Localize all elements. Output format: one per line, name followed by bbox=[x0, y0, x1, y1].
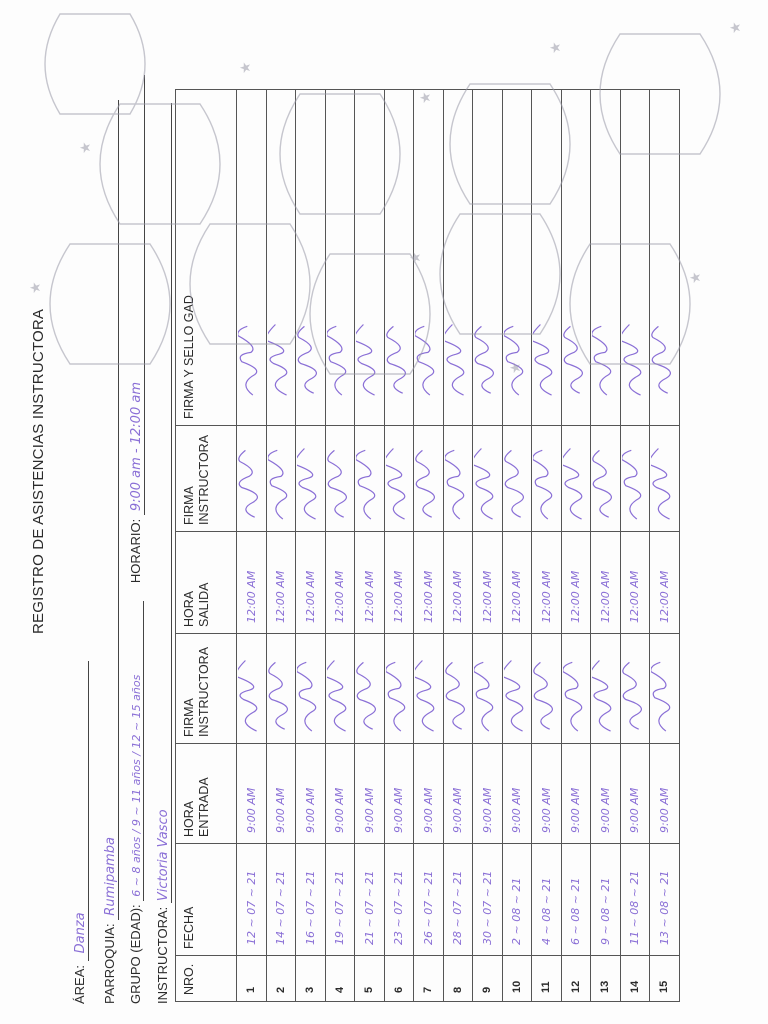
row-fecha: 23 ~ 07 ~ 21 bbox=[384, 844, 414, 956]
row-nro: 13 bbox=[591, 956, 621, 1002]
row-firma-instructora-1 bbox=[443, 634, 473, 744]
row-hora-salida: 12:00 AM bbox=[532, 532, 562, 634]
row-nro: 4 bbox=[325, 956, 355, 1002]
row-firma-instructora-1 bbox=[561, 634, 591, 744]
row-nro: 1 bbox=[237, 956, 267, 1002]
row-nro: 12 bbox=[561, 956, 591, 1002]
row-fecha: 9 ~ 08 ~ 21 bbox=[591, 844, 621, 956]
row-fecha: 4 ~ 08 ~ 21 bbox=[532, 844, 562, 956]
parroquia-value: Rumipamba bbox=[103, 837, 118, 916]
row-hora-salida: 12:00 AM bbox=[266, 532, 296, 634]
row-fecha: 11 ~ 08 ~ 21 bbox=[620, 844, 650, 956]
row-hora-entrada: 9:00 AM bbox=[384, 744, 414, 844]
row-nro: 5 bbox=[355, 956, 385, 1002]
row-nro: 14 bbox=[620, 956, 650, 1002]
svg-text:★: ★ bbox=[688, 271, 704, 284]
row-hora-entrada: 9:00 AM bbox=[532, 744, 562, 844]
row-firma-instructora-2 bbox=[443, 426, 473, 532]
row-firma-instructora-2 bbox=[561, 426, 591, 532]
row-firma-instructora-1 bbox=[237, 634, 267, 744]
row-fecha: 21 ~ 07 ~ 21 bbox=[355, 844, 385, 956]
header-fecha: FECHA bbox=[176, 844, 237, 956]
row-hora-entrada: 9:00 AM bbox=[325, 744, 355, 844]
row-fecha: 6 ~ 08 ~ 21 bbox=[561, 844, 591, 956]
row-firma-instructora-2 bbox=[325, 426, 355, 532]
row-hora-entrada: 9:00 AM bbox=[296, 744, 326, 844]
header-firma-sello-gad: FIRMA Y SELLO GAD bbox=[176, 90, 237, 426]
row-hora-salida: 12:00 AM bbox=[591, 532, 621, 634]
row-hora-salida: 12:00 AM bbox=[473, 532, 503, 634]
row-firma-instructora-1 bbox=[296, 634, 326, 744]
row-firma-instructora-2 bbox=[650, 426, 680, 532]
row-firma-instructora-1 bbox=[355, 634, 385, 744]
row-hora-salida: 12:00 AM bbox=[443, 532, 473, 634]
row-firma-instructora-2 bbox=[532, 426, 562, 532]
row-hora-salida: 12:00 AM bbox=[414, 532, 444, 634]
horario-value: 9:00 am - 12:00 am bbox=[129, 382, 144, 512]
svg-text:★: ★ bbox=[408, 251, 424, 264]
header-hora-entrada: HORA ENTRADA bbox=[176, 744, 237, 844]
area-label: ÁREA: bbox=[72, 964, 87, 1004]
header-nro: NRO. bbox=[176, 956, 237, 1002]
row-firma-instructora-1 bbox=[384, 634, 414, 744]
row-firma-instructora-2 bbox=[591, 426, 621, 532]
header-firma-instructora-1: FIRMA INSTRUCTORA bbox=[176, 634, 237, 744]
grupo-label: GRUPO (EDAD): bbox=[128, 904, 143, 1004]
row-hora-salida: 12:00 AM bbox=[325, 532, 355, 634]
row-hora-salida: 12:00 AM bbox=[650, 532, 680, 634]
row-fecha: 28 ~ 07 ~ 21 bbox=[443, 844, 473, 956]
row-hora-salida: 12:00 AM bbox=[355, 532, 385, 634]
row-hora-entrada: 9:00 AM bbox=[443, 744, 473, 844]
row-hora-entrada: 9:00 AM bbox=[473, 744, 503, 844]
row-fecha: 2 ~ 08 ~ 21 bbox=[502, 844, 532, 956]
row-fecha: 19 ~ 07 ~ 21 bbox=[325, 844, 355, 956]
row-firma-instructora-2 bbox=[620, 426, 650, 532]
row-firma-instructora-1 bbox=[650, 634, 680, 744]
row-nro: 3 bbox=[296, 956, 326, 1002]
row-fecha: 16 ~ 07 ~ 21 bbox=[296, 844, 326, 956]
row-hora-entrada: 9:00 AM bbox=[591, 744, 621, 844]
row-firma-instructora-1 bbox=[473, 634, 503, 744]
svg-text:★: ★ bbox=[548, 41, 564, 54]
row-firma-instructora-1 bbox=[266, 634, 296, 744]
row-firma-instructora-2 bbox=[266, 426, 296, 532]
row-firma-instructora-1 bbox=[620, 634, 650, 744]
row-firma-instructora-1 bbox=[591, 634, 621, 744]
row-nro: 10 bbox=[502, 956, 532, 1002]
row-nro: 7 bbox=[414, 956, 444, 1002]
header-firma-instructora-2: FIRMA INSTRUCTORA bbox=[176, 426, 237, 532]
row-firma-instructora-2 bbox=[237, 426, 267, 532]
row-hora-salida: 12:00 AM bbox=[296, 532, 326, 634]
row-hora-entrada: 9:00 AM bbox=[355, 744, 385, 844]
svg-text:★: ★ bbox=[78, 141, 94, 154]
row-nro: 2 bbox=[266, 956, 296, 1002]
row-firma-instructora-2 bbox=[355, 426, 385, 532]
svg-text:★: ★ bbox=[508, 361, 524, 374]
row-hora-salida: 12:00 AM bbox=[561, 532, 591, 634]
row-firma-instructora-2 bbox=[384, 426, 414, 532]
row-hora-entrada: 9:00 AM bbox=[237, 744, 267, 844]
row-fecha: 13 ~ 08 ~ 21 bbox=[650, 844, 680, 956]
gad-stamps-overlay bbox=[0, 0, 768, 404]
instructora-value: Victoria Vasco bbox=[156, 809, 171, 902]
svg-text:★: ★ bbox=[728, 21, 744, 34]
row-hora-entrada: 9:00 AM bbox=[502, 744, 532, 844]
row-fecha: 14 ~ 07 ~ 21 bbox=[266, 844, 296, 956]
svg-text:★: ★ bbox=[28, 281, 44, 294]
row-firma-instructora-1 bbox=[414, 634, 444, 744]
row-firma-instructora-2 bbox=[414, 426, 444, 532]
header-hora-salida: HORA SALIDA bbox=[176, 532, 237, 634]
row-hora-entrada: 9:00 AM bbox=[266, 744, 296, 844]
row-hora-entrada: 9:00 AM bbox=[561, 744, 591, 844]
parroquia-label: PARROQUIA: bbox=[102, 923, 117, 1004]
horario-label: HORARIO: bbox=[128, 518, 143, 584]
row-firma-instructora-1 bbox=[502, 634, 532, 744]
instructora-label: INSTRUCTORA: bbox=[155, 906, 170, 1004]
row-firma-instructora-2 bbox=[502, 426, 532, 532]
svg-text:★: ★ bbox=[418, 91, 434, 104]
form-title: REGISTRO DE ASISTENCIAS INSTRUCTORA bbox=[30, 308, 47, 634]
row-hora-entrada: 9:00 AM bbox=[620, 744, 650, 844]
grupo-value: 6 ~ 8 años / 9 ~ 11 años / 12 ~ 15 años bbox=[130, 674, 143, 897]
row-fecha: 26 ~ 07 ~ 21 bbox=[414, 844, 444, 956]
area-value: Danza bbox=[73, 912, 88, 954]
row-hora-salida: 12:00 AM bbox=[384, 532, 414, 634]
row-nro: 15 bbox=[650, 956, 680, 1002]
row-firma-instructora-2 bbox=[296, 426, 326, 532]
row-fecha: 12 ~ 07 ~ 21 bbox=[237, 844, 267, 956]
row-hora-salida: 12:00 AM bbox=[620, 532, 650, 634]
row-hora-entrada: 9:00 AM bbox=[414, 744, 444, 844]
svg-text:★: ★ bbox=[238, 61, 254, 74]
row-firma-instructora-2 bbox=[473, 426, 503, 532]
row-hora-entrada: 9:00 AM bbox=[650, 744, 680, 844]
row-nro: 8 bbox=[443, 956, 473, 1002]
row-fecha: 30 ~ 07 ~ 21 bbox=[473, 844, 503, 956]
row-nro: 11 bbox=[532, 956, 562, 1002]
area-row bbox=[72, 661, 89, 1004]
row-nro: 6 bbox=[384, 956, 414, 1002]
row-firma-instructora-1 bbox=[532, 634, 562, 744]
row-nro: 9 bbox=[473, 956, 503, 1002]
row-firma-instructora-1 bbox=[325, 634, 355, 744]
row-hora-salida: 12:00 AM bbox=[502, 532, 532, 634]
row-hora-salida: 12:00 AM bbox=[237, 532, 267, 634]
